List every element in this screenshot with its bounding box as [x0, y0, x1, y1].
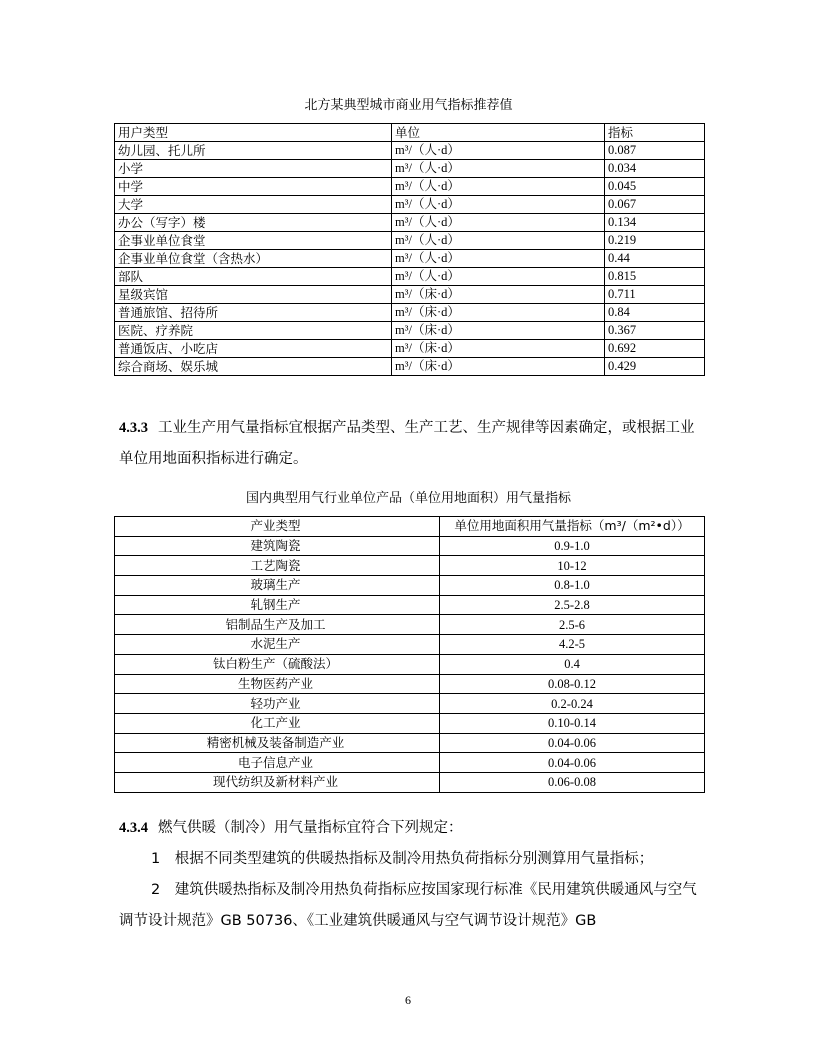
table-cell: 2.5-2.8 [440, 595, 705, 615]
table-cell: 生物医药产业 [115, 674, 440, 694]
table-cell: 0.429 [605, 358, 705, 376]
table-cell: 0.9-1.0 [440, 536, 705, 556]
column-header: 单位用地面积用气量指标（m³/（m²•d）） [440, 517, 705, 537]
table-row [115, 556, 705, 576]
table-row [115, 142, 705, 160]
table-row [115, 595, 705, 615]
table-cell: 建筑陶瓷 [115, 536, 440, 556]
table-row [115, 733, 705, 753]
table-cell: 0.44 [605, 250, 705, 268]
table-cell: m³/（床·d） [392, 358, 605, 376]
table-cell: 办公（写字）楼 [115, 214, 392, 232]
table-row [115, 635, 705, 655]
section-text: 燃气供暖（制冷）用气量指标宜符合下列规定： [158, 820, 463, 836]
section-number: 4.3.3 [119, 420, 148, 436]
table-cell: 4.2-5 [440, 635, 705, 655]
column-header: 用户类型 [115, 124, 392, 142]
table-cell: 玻璃生产 [115, 576, 440, 596]
table-row [115, 214, 705, 232]
table-cell: m³/（床·d） [392, 286, 605, 304]
table-cell: 0.367 [605, 322, 705, 340]
table-cell: 铝制品生产及加工 [115, 615, 440, 635]
table-cell: m³/（人·d） [392, 160, 605, 178]
table-row [115, 694, 705, 714]
table-row [115, 196, 705, 214]
table-cell: 0.06-0.08 [440, 772, 705, 792]
table-cell: 0.10-0.14 [440, 713, 705, 733]
table-row [115, 358, 705, 376]
table-cell: 0.815 [605, 268, 705, 286]
table-cell: 0.692 [605, 340, 705, 358]
section-number: 4.3.4 [119, 820, 148, 836]
table-cell: m³/（人·d） [392, 178, 605, 196]
table-header-row [115, 517, 705, 537]
table-row [115, 268, 705, 286]
table-cell: m³/（人·d） [392, 214, 605, 232]
table-cell: 普通饭店、小吃店 [115, 340, 392, 358]
table-row [115, 340, 705, 358]
table-row [115, 753, 705, 773]
section-text: 工业生产用气量指标宜根据产品类型、生产工艺、生产规律等因素确定，或根据工业单位用地面积指标进行确定。 [119, 420, 695, 467]
table-cell: 0.087 [605, 142, 705, 160]
table-row [115, 536, 705, 556]
table-cell: 0.4 [440, 654, 705, 674]
column-header: 指标 [605, 124, 705, 142]
table-cell: 2.5-6 [440, 615, 705, 635]
industrial-gas-table [114, 516, 705, 793]
table-row [115, 772, 705, 792]
table-cell: 0.067 [605, 196, 705, 214]
table-cell: 现代纺织及新材料产业 [115, 772, 440, 792]
table-cell: m³/（人·d） [392, 196, 605, 214]
table-cell: m³/（人·d） [392, 268, 605, 286]
table-row [115, 160, 705, 178]
table-row [115, 654, 705, 674]
table-row [115, 250, 705, 268]
table-cell: 轻功产业 [115, 694, 440, 714]
table1-caption: 北方某典型城市商业用气指标推荐值 [304, 98, 513, 113]
table-row [115, 322, 705, 340]
table-cell: 星级宾馆 [115, 286, 392, 304]
table2-caption: 国内典型用气行业单位产品（单位用地面积）用气量指标 [245, 491, 571, 506]
table-cell: 0.84 [605, 304, 705, 322]
table-cell: 0.04-0.06 [440, 733, 705, 753]
table-cell: 0.034 [605, 160, 705, 178]
table-cell: 0.8-1.0 [440, 576, 705, 596]
page-number: 6 [405, 993, 411, 1007]
column-header: 产业类型 [115, 517, 440, 537]
table-cell: 10-12 [440, 556, 705, 576]
table-cell: 轧钢生产 [115, 595, 440, 615]
table-cell: 工艺陶瓷 [115, 556, 440, 576]
section-4-3-4 [119, 813, 704, 844]
table-cell: m³/（床·d） [392, 340, 605, 358]
table-row [115, 713, 705, 733]
column-header: 单位 [392, 124, 605, 142]
table-cell: 0.711 [605, 286, 705, 304]
table-cell: 部队 [115, 268, 392, 286]
commercial-gas-table [114, 123, 705, 376]
table-cell: 幼儿园、托儿所 [115, 142, 392, 160]
table-cell: 0.219 [605, 232, 705, 250]
table-cell: 大学 [115, 196, 392, 214]
list-item: 1 根据不同类型建筑的供暖热指标及制冷用热负荷指标分别测算用气量指标； [151, 851, 654, 867]
table-cell: 小学 [115, 160, 392, 178]
table-cell: 企事业单位食堂（含热水） [115, 250, 392, 268]
table-cell: 医院、疗养院 [115, 322, 392, 340]
table-cell: 综合商场、娱乐城 [115, 358, 392, 376]
table-cell: 0.045 [605, 178, 705, 196]
table-row [115, 674, 705, 694]
table-cell: m³/（床·d） [392, 322, 605, 340]
table-cell: m³/（人·d） [392, 250, 605, 268]
table-cell: m³/（人·d） [392, 232, 605, 250]
table-row [115, 232, 705, 250]
table-cell: 普通旅馆、招待所 [115, 304, 392, 322]
table-cell: 钛白粉生产（硫酸法） [115, 654, 440, 674]
table-cell: 企事业单位食堂 [115, 232, 392, 250]
table-cell: m³/（床·d） [392, 304, 605, 322]
table-cell: 精密机械及装备制造产业 [115, 733, 440, 753]
table-row [115, 615, 705, 635]
table-row [115, 178, 705, 196]
table-row [115, 576, 705, 596]
table-cell: 0.04-0.06 [440, 753, 705, 773]
table-cell: 0.08-0.12 [440, 674, 705, 694]
table-cell: 中学 [115, 178, 392, 196]
table-cell: 电子信息产业 [115, 753, 440, 773]
table-cell: m³/（人·d） [392, 142, 605, 160]
table-row [115, 286, 705, 304]
table-header-row [115, 124, 705, 142]
table-cell: 水泥生产 [115, 635, 440, 655]
table-cell: 0.2-0.24 [440, 694, 705, 714]
table-row [115, 304, 705, 322]
table-cell: 0.134 [605, 214, 705, 232]
list-item: 2 建筑供暖热指标及制冷用热负荷指标应按国家现行标准《民用建筑供暖通风与空气调节设计规范》GB 50736、《工业建筑供暖通风与空气调节设计规范》GB [119, 882, 697, 929]
section-4-3-3 [119, 413, 704, 475]
table-cell: 化工产业 [115, 713, 440, 733]
